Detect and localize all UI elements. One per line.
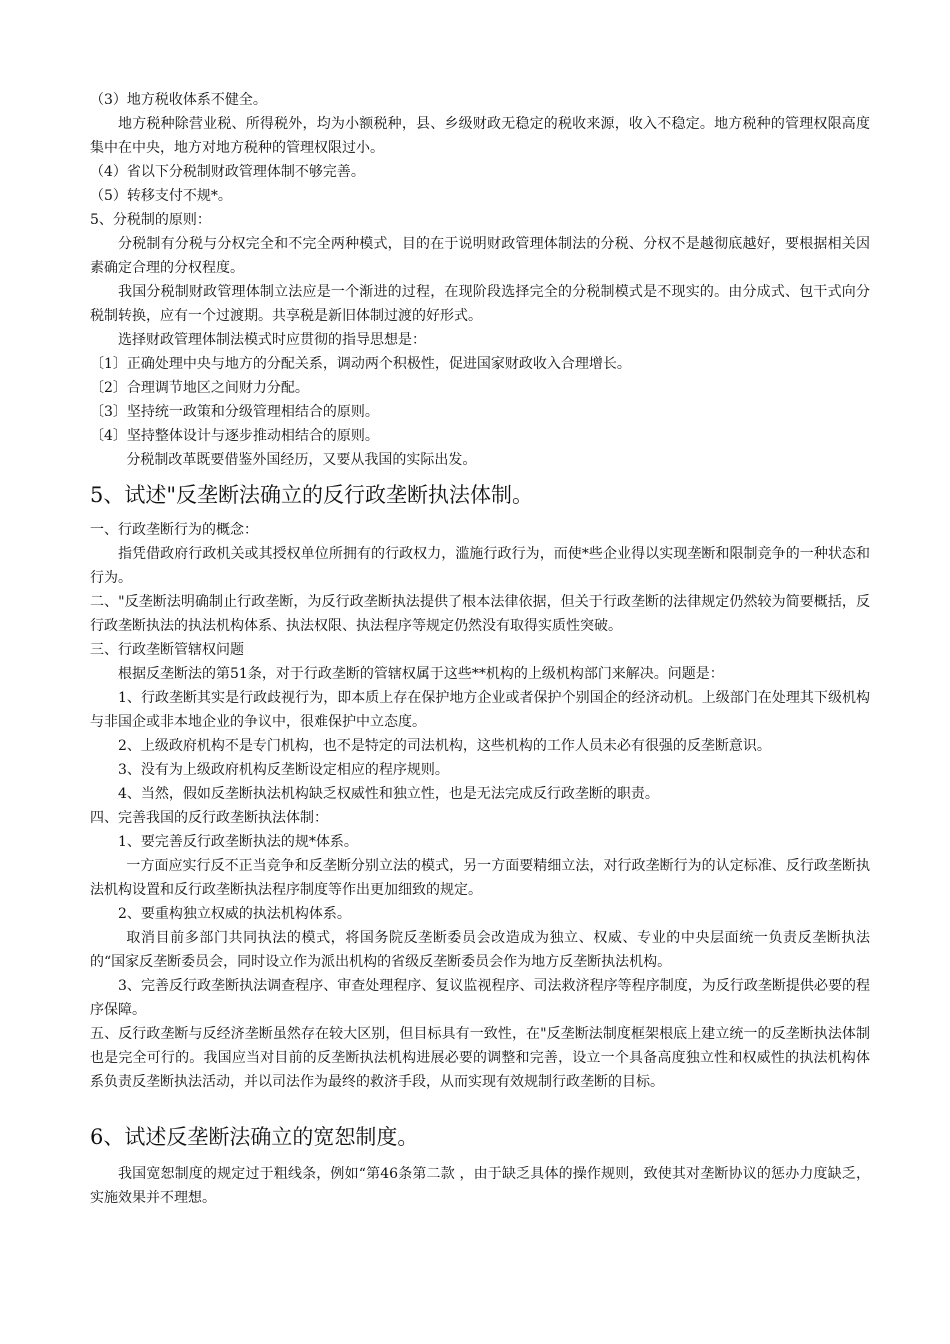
paragraph: 4、当然，假如反垄断执法机构缺乏权威性和独立性，也是无法完成反行政垄断的职责。 [118, 786, 659, 802]
section-paragraph: 五、反行政垄断与反经济垄断虽然存在较大区别，但目标具有一致性，在"反垄断法制度框架根底上建立统一的反垄断执法体制也是完全可行的。我国应当对目前的反垄断执法机构进展必要的调整和完善，设立一个具备高度独立性和权威性的执法机构体系负责反垄断执法活动，并以司法作为最终的救济手段，从而实现有效规制行政垄断的目标。 [90, 1026, 870, 1090]
paragraph: 1、行政垄断其实是行政歧视行为，即本质上存在保护地方企业或者保护个别国企的经济动机。上级部门在处理其下级机构与非国企或非本地企业的争议中，很难保护中立态度。 [90, 690, 870, 730]
paragraph: 我国分税制财政管理体制立法应是一个渐进的过程，在现阶段选择完全的分税制模式是不现实的。由分成式、包干式向分税制转换，应有一个过渡期。共享税是新旧体制过渡的好形式。 [90, 284, 870, 324]
paragraph: 分税制有分税与分权完全和不完全两种模式，目的在于说明财政管理体制法的分税、分权不是越彻底越好，要根据相关因素确定合理的分权程度。 [90, 236, 870, 276]
list-item-4: （4）省以下分税制财政管理体制不够完善。 [90, 164, 365, 180]
list-item-3: （3）地方税收体系不健全。 [90, 92, 267, 108]
section-heading-principles: 5、分税制的原则： [90, 212, 211, 228]
paragraph: 选择财政管理体制法模式时应贯彻的指导思想是： [118, 332, 426, 348]
heading-question-6: 6、试述反垄断法确立的宽恕制度。 [90, 1125, 419, 1149]
list-item: 〔1〕正确处理中央与地方的分配关系，调动两个积极性，促进国家财政收入合理增长。 [90, 356, 631, 372]
paragraph: 1、要完善反行政垄断执法的规*体系。 [118, 834, 358, 850]
paragraph: 我国宽恕制度的规定过于粗线条，例如“第46条第二款 ，由于缺乏具体的操作规则，致使其对垄断协议的惩办力度缺乏，实施效果并不理想。 [90, 1166, 870, 1206]
paragraph: 地方税种除营业税、所得税外，均为小额税种，县、乡级财政无稳定的税收来源，收入不稳定。地方税种的管理权限高度集中在中央，地方对地方税种的管理权限过小。 [90, 116, 870, 156]
section-heading: 一、行政垄断行为的概念： [90, 522, 258, 538]
paragraph: 3、没有为上级政府机构反垄断设定相应的程序规则。 [118, 762, 449, 778]
paragraph: 一方面应实行反不正当竞争和反垄断分别立法的模式，另一方面要精细立法，对行政垄断行为的认定标准、反行政垄断执法机构设置和反行政垄断执法程序制度等作出更加细致的规定。 [90, 858, 870, 898]
list-item: 〔3〕坚持统一政策和分级管理相结合的原则。 [90, 404, 379, 420]
paragraph: 取消目前多部门共同执法的模式，将国务院反垄断委员会改造成为独立、权威、专业的中央层面统一负责反垄断执法的“国家反垄断委员会，同时设立作为派出机构的省级反垄断委员会作为地方反垄断执法机构。 [90, 930, 870, 970]
section-heading: 三、行政垄断管辖权问题 [90, 642, 244, 658]
list-item-5: （5）转移支付不规*。 [90, 188, 232, 204]
section-heading: 四、完善我国的反行政垄断执法体制： [90, 810, 328, 826]
paragraph: 2、要重构独立权威的执法机构体系。 [118, 906, 351, 922]
list-item: 〔2〕合理调节地区之间财力分配。 [90, 380, 309, 396]
paragraph: 2、上级政府机构不是专门机构，也不是特定的司法机构，这些机构的工作人员未必有很强的反垄断意识。 [118, 738, 771, 754]
heading-question-5: 5、试述"反垄断法确立的反行政垄断执法体制。 [90, 483, 534, 507]
list-item: 〔4〕坚持整体设计与逐步推动相结合的原则。 [90, 428, 379, 444]
paragraph: 指凭借政府行政机关或其授权单位所拥有的行政权力，滥施行政行为，而使*些企业得以实现垄断和限制竞争的一种状态和行为。 [90, 546, 870, 586]
section-paragraph: 二、"反垄断法明确制止行政垄断，为反行政垄断执法提供了根本法律依据，但关于行政垄断的法律规定仍然较为简要概括，反行政垄断执法的执法机构体系、执法权限、执法程序等规定仍然没有取得实质性突破。 [90, 594, 870, 634]
paragraph: 根据反垄断法的第51条，对于行政垄断的管辖权属于这些**机构的上级机构部门来解决。问题是： [118, 666, 724, 682]
paragraph: 分税制改革既要借鉴外国经历，又要从我国的实际出发。 [126, 452, 477, 468]
paragraph: 3、完善反行政垄断执法调查程序、审查处理程序、复议监视程序、司法救济程序等程序制度，为反行政垄断提供必要的程序保障。 [90, 978, 870, 1018]
